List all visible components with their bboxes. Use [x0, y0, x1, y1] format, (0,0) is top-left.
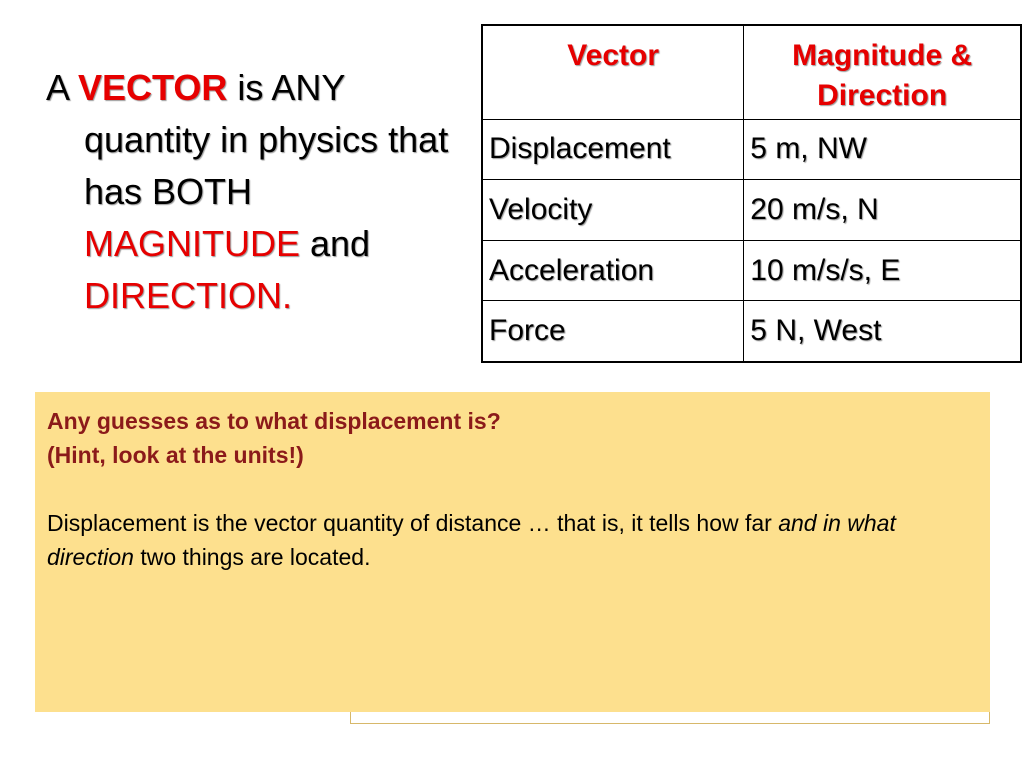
table-cell-vector: Displacement	[482, 119, 744, 180]
table-cell-value: 20 m/s, N	[744, 180, 1021, 241]
table-cell-value: 10 m/s/s, E	[744, 240, 1021, 301]
definition-prefix: A	[46, 67, 79, 108]
definition-keyword-direction: DIRECTION.	[84, 275, 293, 316]
note-box	[35, 392, 990, 712]
table-cell-vector: Acceleration	[482, 240, 744, 301]
note-spacer	[47, 472, 978, 506]
table-cell-vector: Velocity	[482, 180, 744, 241]
note-answer-part-2: two things are located.	[133, 544, 371, 570]
definition-keyword-vector: VECTOR	[78, 67, 228, 108]
vector-examples-table	[481, 24, 1022, 363]
definition-paragraph	[46, 62, 476, 322]
table-row	[482, 301, 1021, 362]
table-row	[482, 119, 1021, 180]
definition-text-2: and	[300, 223, 371, 264]
table-row	[482, 240, 1021, 301]
note-question-line-1: Any guesses as to what displacement is?	[47, 408, 501, 434]
table-cell-value: 5 m, NW	[744, 119, 1021, 180]
note-question-line-2: (Hint, look at the units!)	[47, 442, 304, 468]
table-header-magnitude-direction: Magnitude & Direction	[744, 25, 1021, 119]
note-answer	[47, 506, 978, 574]
table-row	[482, 180, 1021, 241]
definition-keyword-magnitude: MAGNITUDE	[84, 223, 300, 264]
note-answer-italic: and in what direction	[47, 510, 896, 570]
vector-definition	[46, 62, 476, 322]
table-header-vector: Vector	[482, 25, 744, 119]
table-header-row	[482, 25, 1021, 119]
table-cell-vector: Force	[482, 301, 744, 362]
definition-text-1: is ANY quantity in physics that has BOTH	[84, 67, 449, 212]
table-cell-value: 5 N, West	[744, 301, 1021, 362]
note-answer-part-1: Displacement is the vector quantity of distance … that is, it tells how far	[47, 510, 779, 536]
